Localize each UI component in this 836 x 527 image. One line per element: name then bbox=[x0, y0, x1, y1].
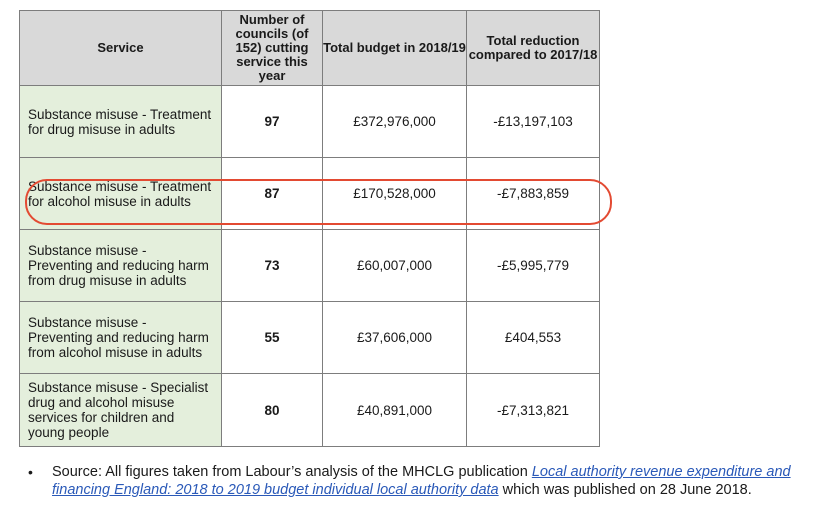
highlight-ring bbox=[25, 179, 612, 225]
budget-cell: £37,606,000 bbox=[323, 302, 467, 374]
bullet-point: • bbox=[28, 464, 33, 480]
service-cell: Substance misuse - Preventing and reducing harm from alcohol misuse in adults bbox=[20, 302, 222, 374]
councils-cell: 55 bbox=[222, 302, 323, 374]
budget-table-container bbox=[19, 10, 600, 447]
budget-cell: £60,007,000 bbox=[323, 230, 467, 302]
reduction-cell: -£13,197,103 bbox=[467, 86, 600, 158]
reduction-cell: -£5,995,779 bbox=[467, 230, 600, 302]
reduction-cell: -£7,883,859 bbox=[467, 158, 600, 230]
source-publication-link[interactable]: Local authority revenue expenditure and financing England: 2018 to 2019 budget individual local authority data bbox=[52, 464, 791, 498]
source-suffix: which was published on 28 June 2018. bbox=[498, 482, 752, 498]
councils-cell: 73 bbox=[222, 230, 323, 302]
reduction-cell: £404,553 bbox=[467, 302, 600, 374]
service-cell: Substance misuse - Specialist drug and alcohol misuse services for children and young people bbox=[20, 374, 222, 447]
header-reduction: Total reduction compared to 2017/18 bbox=[467, 11, 600, 86]
header-councils: Number of councils (of 152) cutting service this year bbox=[222, 11, 323, 86]
table-row bbox=[20, 230, 600, 302]
table-row bbox=[20, 86, 600, 158]
budget-cell: £372,976,000 bbox=[323, 86, 467, 158]
councils-cell: 87 bbox=[222, 158, 323, 230]
service-cell: Substance misuse - Treatment for drug misuse in adults bbox=[20, 86, 222, 158]
table-header-row bbox=[20, 11, 600, 86]
table-row bbox=[20, 302, 600, 374]
councils-cell: 97 bbox=[222, 86, 323, 158]
header-budget: Total budget in 2018/19 bbox=[323, 11, 467, 86]
service-cell: Substance misuse - Treatment for alcohol misuse in adults bbox=[20, 158, 222, 230]
service-cell: Substance misuse - Preventing and reducing harm from drug misuse in adults bbox=[20, 230, 222, 302]
source-text bbox=[28, 463, 828, 499]
budget-cell: £40,891,000 bbox=[323, 374, 467, 447]
councils-cell: 80 bbox=[222, 374, 323, 447]
budget-cell: £170,528,000 bbox=[323, 158, 467, 230]
table-row bbox=[20, 374, 600, 447]
source-note bbox=[28, 463, 828, 499]
header-service: Service bbox=[20, 11, 222, 86]
reduction-cell: -£7,313,821 bbox=[467, 374, 600, 447]
budget-table bbox=[19, 10, 600, 447]
source-prefix: Source: All figures taken from Labour’s analysis of the MHCLG publication bbox=[52, 464, 532, 480]
